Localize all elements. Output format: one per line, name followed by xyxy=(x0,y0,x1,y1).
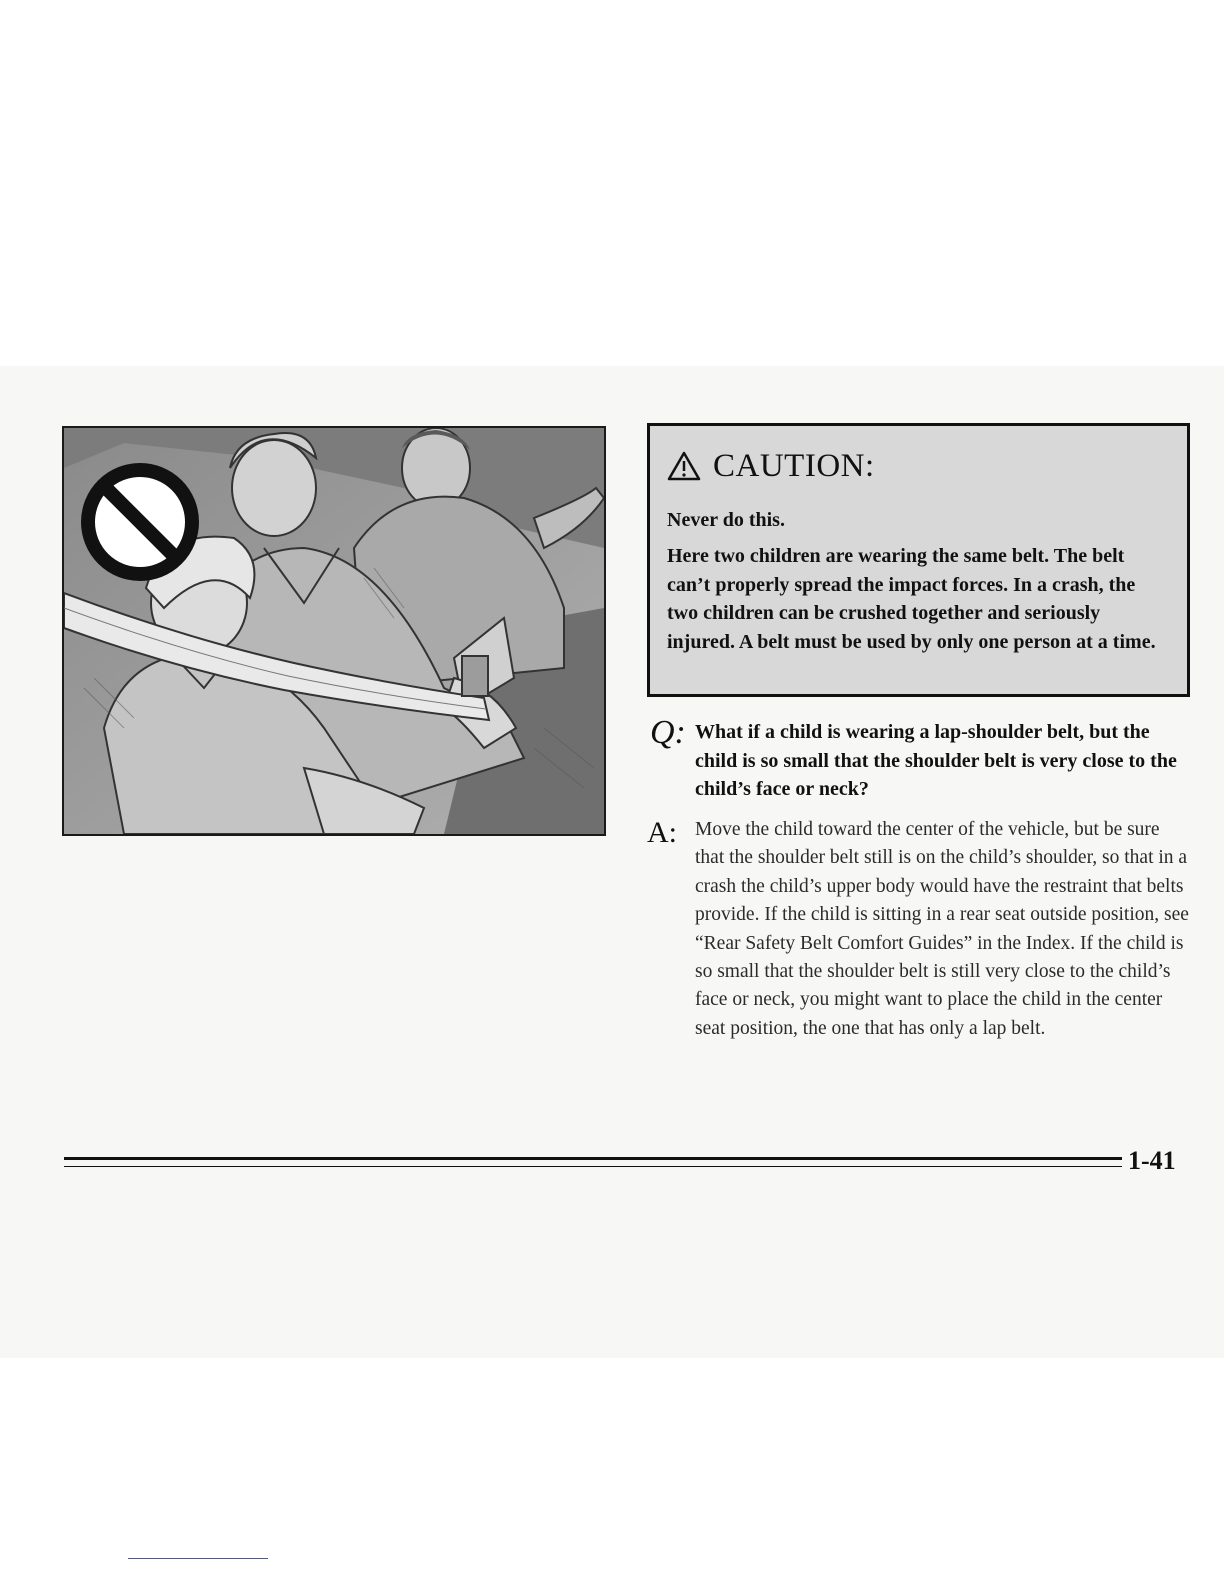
caution-box xyxy=(647,423,1190,697)
answer-block xyxy=(647,816,1192,1043)
caution-title: CAUTION: xyxy=(713,447,875,484)
no-symbol-icon xyxy=(88,470,192,574)
warning-triangle-icon xyxy=(667,451,701,481)
answer-marker: A: xyxy=(647,816,677,849)
footer-rule-thin xyxy=(64,1166,1122,1167)
children-sharing-belt-illustration xyxy=(62,426,606,836)
bottom-divider xyxy=(128,1558,268,1559)
caution-header xyxy=(667,442,1169,490)
caution-lead: Never do this. xyxy=(667,509,785,531)
question-text: What if a child is wearing a lap-shoulder belt, but the child is so small that the shoulder belt is very close to the child’s face or neck? xyxy=(695,721,1177,800)
question-marker: Q: xyxy=(650,714,686,751)
question-block xyxy=(647,714,1192,804)
illustration-drawing xyxy=(64,428,604,834)
footer-rule-thick xyxy=(64,1157,1122,1160)
answer-text: Move the child toward the center of the vehicle, but be sure that the shoulder belt still is on the child’s shoulder, so that in a crash the child’s upper body would have the restraint that belts provide. If the child is sitting in a rear seat outside position, see “Rear Safety Belt Comfort Guides” in the Index. If the child is so small that the shoulder belt is still very close to the child’s face or neck, you might want to place the child in the center seat position, the one that has only a lap belt. xyxy=(695,819,1189,1039)
page-number: 1-41 xyxy=(1128,1146,1176,1175)
caution-body: Here two children are wearing the same belt. The belt can’t properly spread the impact forces. In a crash, the two children can be crushed together and seriously injured. A belt must be used by only one person at a time. xyxy=(667,545,1156,653)
